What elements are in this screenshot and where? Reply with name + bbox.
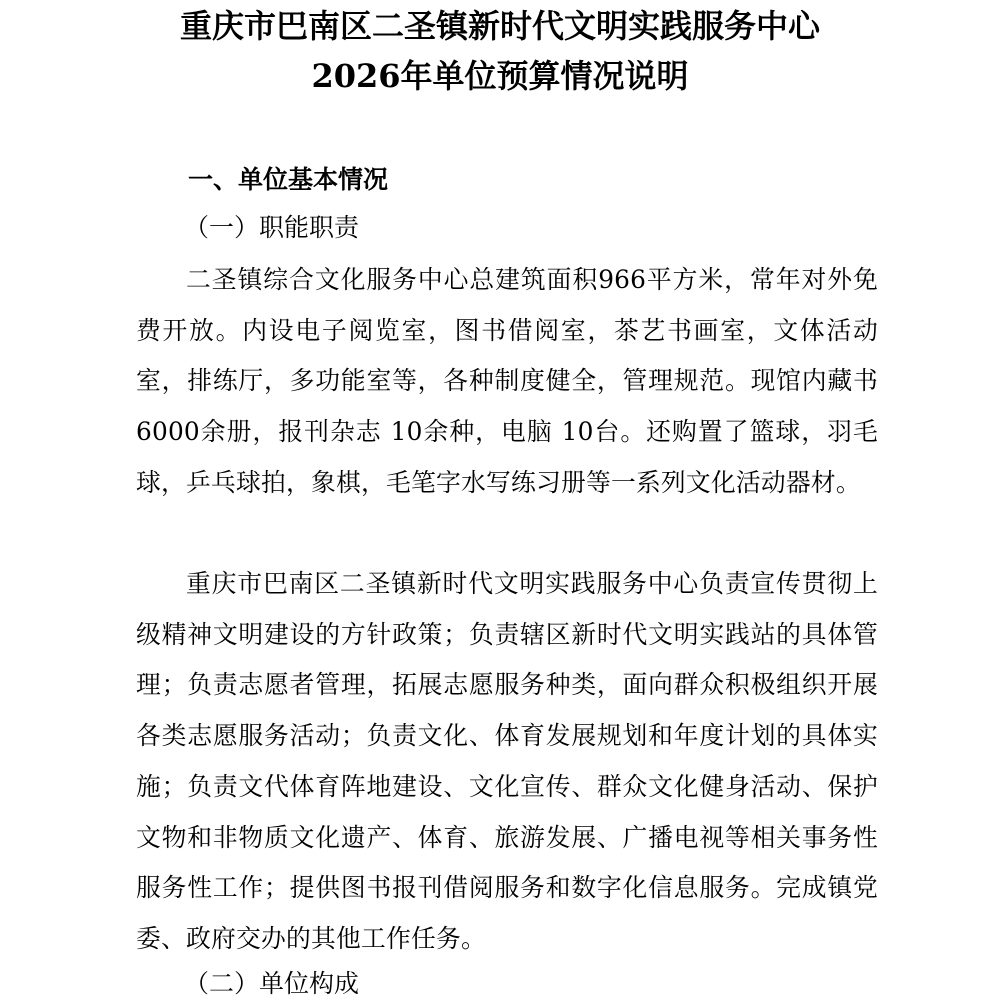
- section-heading-basic-info: 一、单位基本情况: [188, 165, 389, 194]
- paragraph-responsibilities: 重庆市巴南区二圣镇新时代文明实践服务中心负责宣传贯彻上级精神文明建设的方针政策；负责辖区新时代文明实践站的具体管理；负责志愿者管理，拓展志愿服务种类，面向群众积极组织开展各类志愿服务活动；负责文化、体育发展规划和年度计划的具体实施；负责文代体育阵地建设、文化宣传、群众文化健身活动、保护文物和非物质文化遗产、体育、旅游发展、广播电视等相关事务性服务性工作；提供图书报刊借阅服务和数字化信息服务。完成镇党委、政府交办的其他工作任务。: [136, 569, 878, 953]
- paragraph-facilities: 二圣镇综合文化服务中心总建筑面积966平方米，常年对外免费开放。内设电子阅览室，图书借阅室，茶艺书画室，文体活动室，排练厅，多功能室等，各种制度健全，管理规范。现馆内藏书 6000余册，报刊杂志 10余种，电脑 10台。还购置了篮球，羽毛球，乒乓球拍，象棋，毛笔字水写练习册等一系列文化活动器材。: [136, 265, 878, 497]
- document-title-line-1: 重庆市巴南区二圣镇新时代文明实践服务中心: [179, 7, 820, 45]
- subsection-heading-duties: （一）职能职责: [184, 213, 360, 242]
- subsection-heading-composition: （二）单位构成: [184, 969, 360, 998]
- document-title-line-2: 2026年单位预算情况说明: [311, 57, 689, 95]
